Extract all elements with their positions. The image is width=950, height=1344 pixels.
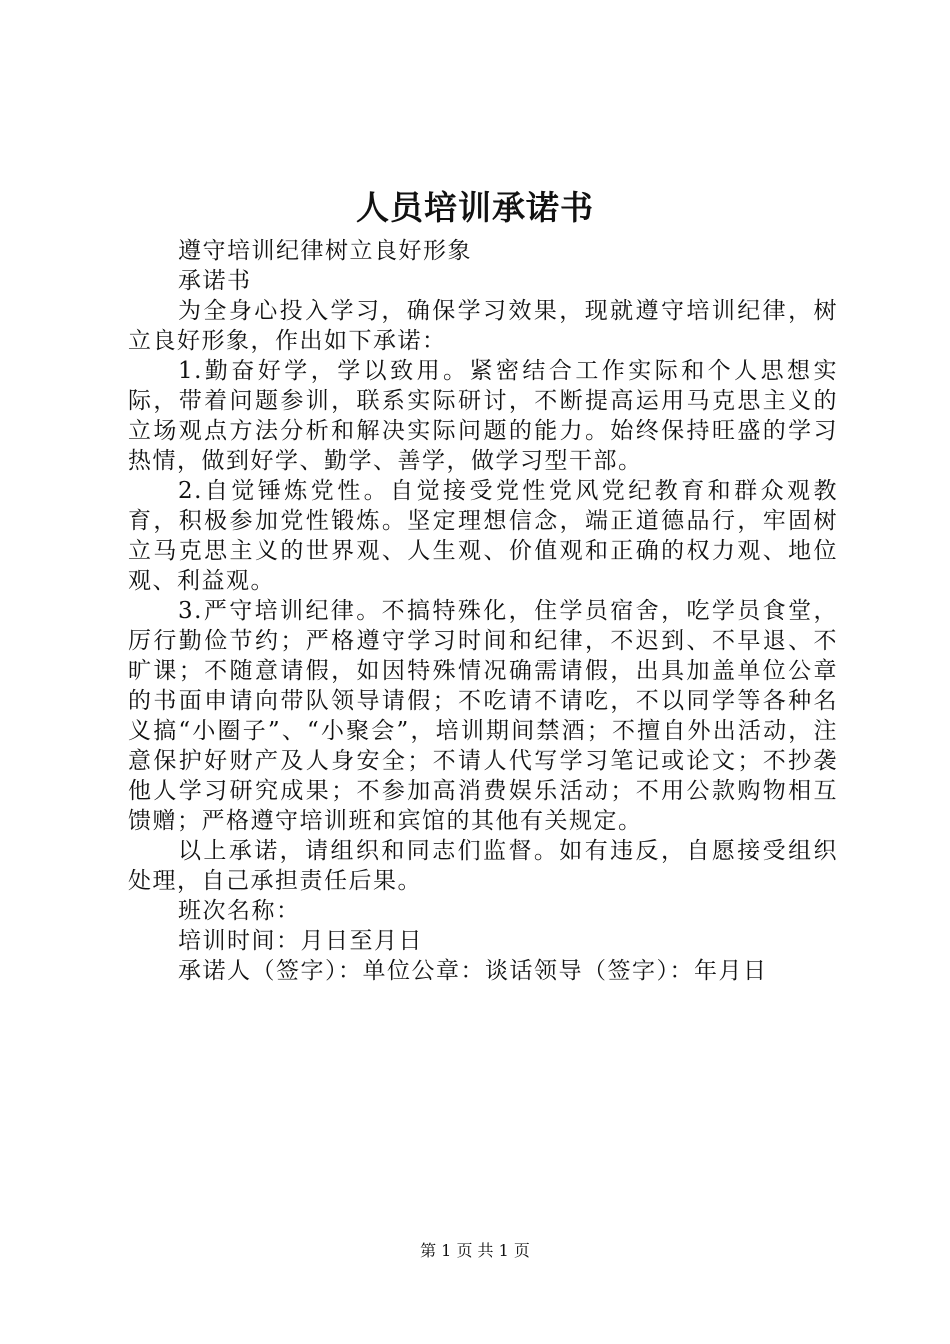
paragraph-subtitle: 遵守培训纪律树立良好形象	[178, 238, 472, 264]
paragraph-heading: 承诺书	[178, 268, 252, 294]
signature-line: 承诺人（签字）：单位公章：谈话领导（签字）：年月日	[178, 958, 768, 984]
paragraph-item-3: 3.严守培训纪律。不搞特殊化，住学员宿舍，吃学员食堂，厉行勤俭节约；严格遵守学习时间和纪律，不迟到、不早退、不旷课；不随意请假，如因特殊情况确需请假，出具加盖单位公章的书面申请向带队领导请假；不吃请不请吃，不以同学等各种名义搞“小圈子”、“小聚会”，培训期间禁酒；不擅自外出活动，注意保护好财产及人身安全；不请人代写学习笔记或论文；不抄袭他人学习研究成果；不参加高消费娱乐活动；不用公款购物相互馈赠；严格遵守培训班和宾馆的其他有关规定。	[128, 598, 838, 834]
training-time-line: 培训时间：月日至月日	[178, 928, 423, 954]
page-number-footer: 第 1 页 共 1 页	[420, 1241, 530, 1260]
document-body	[128, 236, 838, 986]
document-title: 人员培训承诺书	[356, 188, 594, 227]
paragraph-item-2: 2.自觉锤炼党性。自觉接受党性党风党纪教育和群众观教育，积极参加党性锻炼。坚定理想信念，端正道德品行，牢固树立马克思主义的世界观、人生观、价值观和正确的权力观、地位观、利益观。	[128, 478, 838, 594]
class-name-line: 班次名称：	[178, 898, 301, 924]
paragraph-item-1: 1.勤奋好学，学以致用。紧密结合工作实际和个人思想实际，带着问题参训，联系实际研讨，不断提高运用马克思主义的立场观点方法分析和解决实际问题的能力。始终保持旺盛的学习热情，做到好学、勤学、善学，做学习型干部。	[128, 358, 838, 474]
paragraph-intro: 为全身心投入学习，确保学习效果，现就遵守培训纪律，树立良好形象，作出如下承诺：	[128, 298, 838, 354]
paragraph-closing: 以上承诺，请组织和同志们监督。如有违反，自愿接受组织处理，自己承担责任后果。	[128, 838, 838, 894]
